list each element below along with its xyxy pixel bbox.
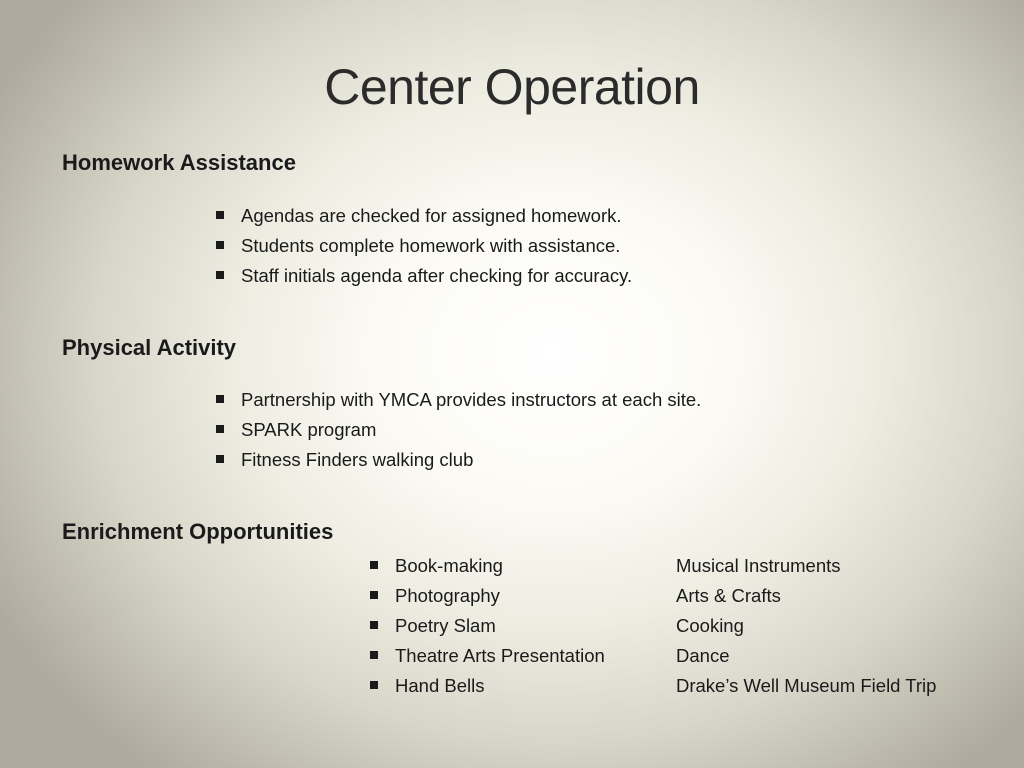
list-item: [216, 201, 632, 231]
square-bullet-icon: [370, 651, 378, 659]
list-item-text: Partnership with YMCA provides instructors at each site.: [241, 389, 702, 410]
list-item: [370, 611, 605, 641]
square-bullet-icon: [370, 591, 378, 599]
list-item-text: Fitness Finders walking club: [241, 449, 474, 470]
list-item: [370, 641, 605, 671]
list-item-text: Agendas are checked for assigned homework.: [241, 205, 622, 226]
list-item: [216, 445, 701, 475]
square-bullet-icon: [370, 681, 378, 689]
physical-list: [216, 385, 701, 475]
slide-title: Center Operation: [324, 59, 700, 115]
list-item: [216, 231, 632, 261]
square-bullet-icon: [216, 271, 224, 279]
square-bullet-icon: [370, 561, 378, 569]
list-item: Arts & Crafts: [676, 585, 781, 606]
list-item-text: Staff initials agenda after checking for accuracy.: [241, 265, 633, 286]
list-item: Musical Instruments: [676, 555, 841, 576]
square-bullet-icon: [216, 455, 224, 463]
list-item: [216, 385, 701, 415]
section-heading-enrichment: Enrichment Opportunities: [62, 519, 334, 544]
square-bullet-icon: [216, 425, 224, 433]
list-item-text: SPARK program: [241, 419, 377, 440]
list-item: [370, 671, 605, 701]
list-item: [370, 551, 605, 581]
list-item: [216, 415, 701, 445]
list-item-text: Theatre Arts Presentation: [395, 645, 605, 666]
section-heading-homework: Homework Assistance: [62, 150, 296, 175]
list-item: Drake’s Well Museum Field Trip: [676, 675, 937, 696]
list-item-text: Students complete homework with assistance.: [241, 235, 621, 256]
square-bullet-icon: [216, 241, 224, 249]
enrichment-right-list: [676, 551, 936, 701]
list-item-text: Hand Bells: [395, 675, 485, 696]
square-bullet-icon: [216, 395, 224, 403]
enrichment-left-list: [370, 551, 605, 701]
list-item: [216, 261, 632, 291]
list-item-text: Book-making: [395, 555, 503, 576]
list-item: Cooking: [676, 615, 744, 636]
list-item: [370, 581, 605, 611]
section-heading-physical: Physical Activity: [62, 335, 237, 360]
square-bullet-icon: [216, 211, 224, 219]
square-bullet-icon: [370, 621, 378, 629]
list-item: Dance: [676, 645, 730, 666]
homework-list: [216, 201, 632, 291]
list-item-text: Poetry Slam: [395, 615, 496, 636]
list-item-text: Photography: [395, 585, 500, 606]
